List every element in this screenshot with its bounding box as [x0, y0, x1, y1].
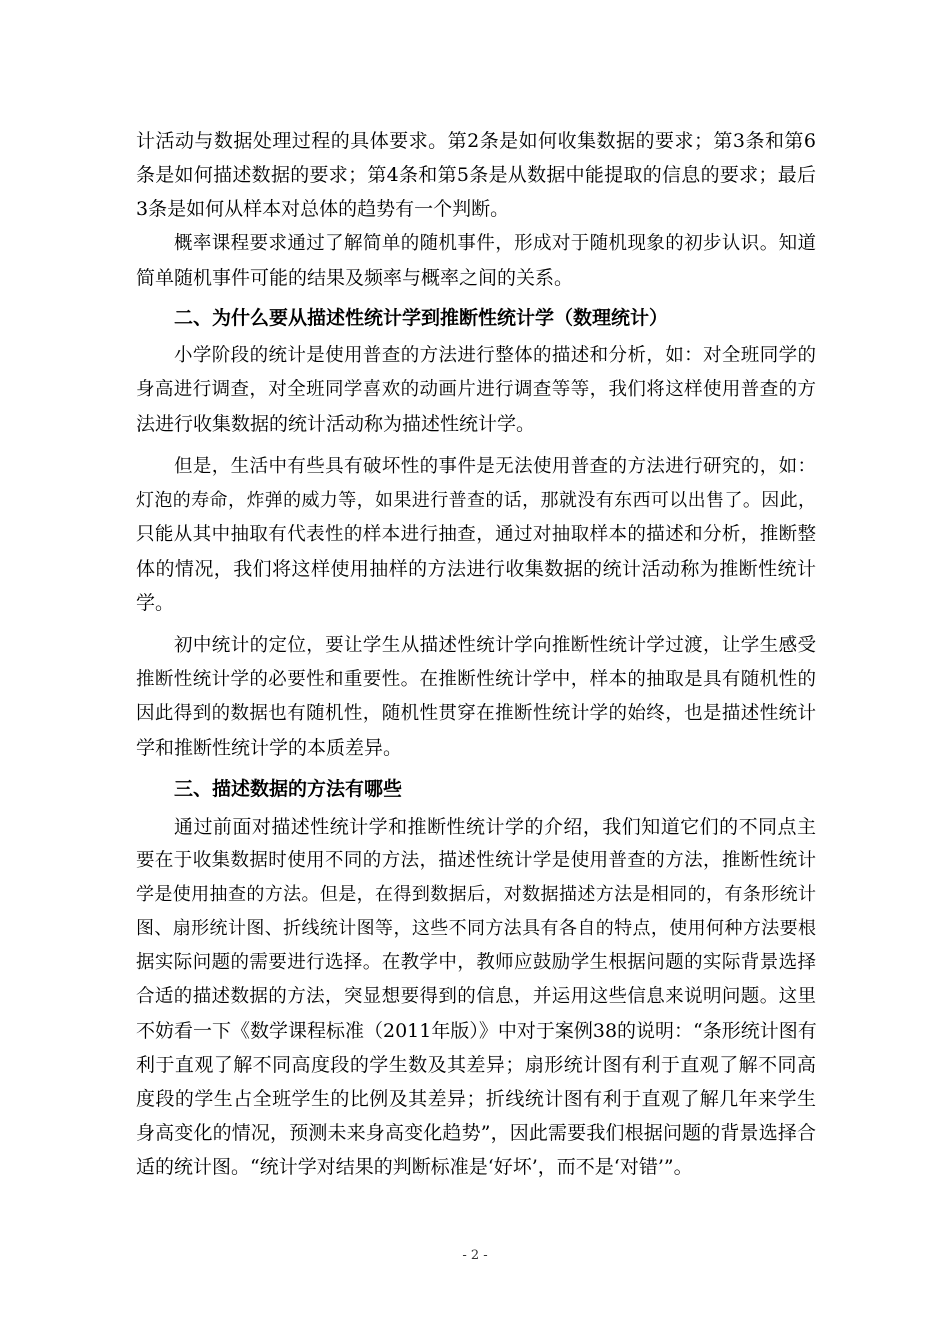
paragraph-line: 概率课程要求通过了解简单的随机事件，形成对于随机现象的初步认识。知道: [174, 233, 816, 254]
paragraph-line: 灯泡的寿命，炸弹的威力等，如果进行普查的话，那就没有东西可以出售了。因此，: [136, 490, 816, 511]
paragraph-line: 图、扇形统计图、折线统计图等，这些不同方法具有各自的特点，使用何种方法要根: [136, 918, 816, 939]
paragraph-line: 3条是如何从样本对总体的趋势有一个判断。: [136, 198, 510, 220]
paragraph-line: 法进行收集数据的统计活动称为描述性统计学。: [136, 413, 536, 435]
paragraph-line: 简单随机事件可能的结果及频率与概率之间的关系。: [136, 267, 574, 289]
paragraph-line: 身高变化的情况，预测未来身高变化趋势”，因此需要我们根据问题的背景选择合: [136, 1122, 816, 1144]
paragraph-line: 适的统计图。“统计学对结果的判断标准是‘好坏’，而不是‘对错’”。: [136, 1156, 693, 1178]
paragraph-line: 合适的描述数据的方法，突显想要得到的信息，并运用这些信息来说明问题。这里: [136, 986, 816, 1007]
paragraph-line: 利于直观了解不同高度段的学生数及其差异；扇形统计图有利于直观了解不同高: [136, 1054, 816, 1076]
paragraph-line: 条是如何描述数据的要求；第4条和第5条是从数据中能提取的信息的要求；最后: [136, 164, 816, 186]
paragraph-line: 学。: [136, 592, 175, 614]
paragraph-line: 通过前面对描述性统计学和推断性统计学的介绍，我们知道它们的不同点主: [174, 816, 816, 838]
paragraph-line: 要在于收集数据时使用不同的方法，描述性统计学是使用普查的方法，推断性统计: [136, 850, 816, 871]
paragraph-line: 计活动与数据处理过程的具体要求。第2条是如何收集数据的要求；第3条和第6: [136, 130, 816, 152]
paragraph-line: 体的情况，我们将这样使用抽样的方法进行收集数据的统计活动称为推断性统计: [136, 558, 816, 580]
paragraph-line: 初中统计的定位，要让学生从描述性统计学向推断性统计学过渡，让学生感受: [174, 635, 816, 656]
paragraph-line: 推断性统计学的必要性和重要性。在推断性统计学中，样本的抽取是具有随机性的: [136, 669, 816, 690]
paragraph-line: 但是，生活中有些具有破坏性的事件是无法使用普查的方法进行研究的，如：: [174, 456, 816, 477]
section-heading: 三、描述数据的方法有哪些: [174, 778, 403, 800]
paragraph-line: 据实际问题的需要进行选择。在教学中，教师应鼓励学生根据问题的实际背景选择: [136, 952, 816, 973]
paragraph-line: 不妨看一下《数学课程标准（2011年版）》中对于案例38的说明：“条形统计图有: [136, 1020, 817, 1042]
page-number: - 2 -: [462, 1248, 488, 1263]
paragraph-line: 学和推断性统计学的本质差异。: [136, 737, 403, 759]
paragraph-line: 学是使用抽查的方法。但是，在得到数据后，对数据描述方法是相同的，有条形统计: [136, 884, 816, 905]
section-heading: 二、为什么要从描述性统计学到推断性统计学（数理统计）: [174, 307, 669, 329]
paragraph-line: 度段的学生占全班学生的比例及其差异；折线统计图有利于直观了解几年来学生: [136, 1088, 816, 1110]
paragraph-line: 身高进行调查，对全班同学喜欢的动画片进行调查等等，我们将这样使用普查的方: [136, 379, 816, 400]
paragraph-line: 小学阶段的统计是使用普查的方法进行整体的描述和分析，如：对全班同学的: [174, 345, 816, 366]
paragraph-line: 只能从其中抽取有代表性的样本进行抽查，通过对抽取样本的描述和分析，推断整: [136, 524, 816, 545]
paragraph-line: 因此得到的数据也有随机性，随机性贯穿在推断性统计学的始终，也是描述性统计: [136, 703, 816, 724]
